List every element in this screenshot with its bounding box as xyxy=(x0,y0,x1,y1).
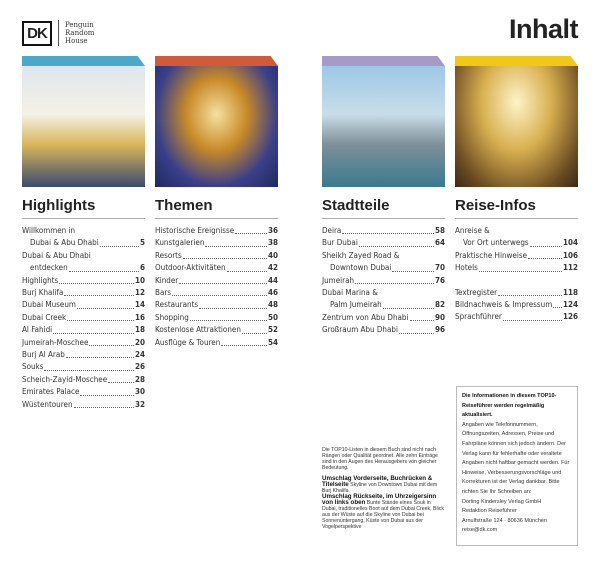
toc-page-number: 58 xyxy=(434,226,445,235)
toc-entry[interactable] xyxy=(22,225,145,250)
dot-leader xyxy=(479,262,562,271)
toc-entry-label: Historische Ereignisse xyxy=(155,226,235,235)
toc-entry-label: Textregister xyxy=(455,287,498,297)
update-info-box xyxy=(456,386,578,546)
toc-entry-label: Bildnachweis & Impressum xyxy=(455,300,553,310)
section-heading: Highlights xyxy=(22,197,145,219)
toc-page-number: 14 xyxy=(134,300,145,310)
toc-page-number: 28 xyxy=(134,374,145,384)
toc-entry[interactable] xyxy=(155,287,278,299)
toc-page-number: 46 xyxy=(267,288,278,298)
dot-leader xyxy=(235,225,267,234)
toc-entry-label: Kostenlose Attraktionen xyxy=(155,325,241,335)
toc-page-number: 90 xyxy=(434,312,445,322)
imprint-line: Random xyxy=(65,29,95,37)
section-reise xyxy=(455,56,578,324)
section-stadtteile xyxy=(322,56,445,337)
toc-entry-label: Sheikh Zayed Road & xyxy=(322,250,400,260)
dot-leader xyxy=(100,237,139,246)
dot-leader xyxy=(199,299,267,308)
address-line: Dorling Kindersley Verlag GmbH xyxy=(462,498,542,505)
toc-entry[interactable] xyxy=(22,275,145,287)
toc-entry-label: Scheich-Zayid-Moschee xyxy=(22,374,108,384)
toc-entry-label: Praktische Hinweise xyxy=(455,250,528,260)
dot-leader xyxy=(190,312,267,321)
toc-page-number: 24 xyxy=(134,350,145,360)
toc-entry[interactable] xyxy=(155,312,278,324)
toc-entry-label: Burj Al Arab xyxy=(22,350,65,360)
toc-page-number: 18 xyxy=(134,325,145,335)
toc-entry[interactable] xyxy=(322,250,445,275)
toc-page-number: 124 xyxy=(562,300,578,310)
address-line: Redaktion Reiseführer xyxy=(462,508,517,515)
toc-entry[interactable] xyxy=(22,386,145,398)
toc-page-number: 76 xyxy=(434,275,445,285)
toc-entry-label: Sprachführer xyxy=(455,312,502,322)
toc-entry[interactable] xyxy=(455,250,578,262)
toc-page-number: 48 xyxy=(267,300,278,310)
toc-entry-label: Dubai & Abu Dhabi xyxy=(22,250,91,260)
dot-leader xyxy=(342,225,434,234)
dot-leader xyxy=(64,287,134,296)
toc-entry-label: Downtown Dubai xyxy=(330,263,392,273)
dot-leader xyxy=(205,237,267,246)
page-title: Inhalt xyxy=(509,14,578,44)
toc-entry[interactable] xyxy=(22,374,145,386)
email-link[interactable]: reise@dk.com xyxy=(462,527,498,534)
toc-entry-label: Shopping xyxy=(155,312,189,322)
toc-entry[interactable] xyxy=(155,299,278,311)
dk-logo: DK xyxy=(22,21,52,46)
spacer xyxy=(455,275,578,287)
toc-page-number: 30 xyxy=(134,387,145,397)
toc-entry-label: Burj Khalifa xyxy=(22,288,64,298)
dot-leader xyxy=(77,299,134,308)
toc-entry-label: Resorts xyxy=(155,250,182,260)
toc-entry[interactable] xyxy=(22,287,145,299)
toc-page-number: 36 xyxy=(267,226,278,235)
toc-page-number: 112 xyxy=(562,263,578,273)
dot-leader xyxy=(410,312,434,321)
section-color-tab xyxy=(22,56,145,66)
dot-leader xyxy=(67,312,134,321)
toc-entry[interactable] xyxy=(455,311,578,323)
toc-entry[interactable] xyxy=(22,399,145,411)
toc-entry-label: Dubai & Abu Dhabi xyxy=(30,238,99,248)
cover-back-text: Bunte Stände eines Souk in Dubai, traditionelles Boot auf dem Dubai Creek, Blick aus der Wüste auf die Skyline von Dubai bei Sonnenuntergang, Küste von Dubai aus der Vogelperspektive xyxy=(322,500,444,530)
dot-leader xyxy=(44,361,134,370)
dot-leader xyxy=(498,287,562,296)
toc-entry-label: Kinder xyxy=(155,275,179,285)
toc-page-number: 26 xyxy=(134,362,145,372)
toc-entry[interactable] xyxy=(155,337,278,349)
toc-page-number: 50 xyxy=(267,312,278,322)
toc-entry-label: Anreise & xyxy=(455,226,490,235)
section-color-tab xyxy=(322,56,445,66)
toc-entry-label: Wüstentouren xyxy=(22,399,73,409)
dot-leader xyxy=(383,299,434,308)
toc-entry[interactable] xyxy=(22,324,145,336)
cover-front-text: Skyline von Downtown Dubai mit dem Burj Khalifa xyxy=(322,482,438,494)
toc-page-number: 82 xyxy=(434,300,445,310)
toc-entry[interactable] xyxy=(155,225,278,237)
toc-entry[interactable] xyxy=(322,275,445,287)
toc-entry[interactable] xyxy=(322,287,445,312)
toc-page-number: 54 xyxy=(267,337,278,347)
section-highlights xyxy=(22,56,145,411)
toc-entry-label: Outdoor-Aktivitäten xyxy=(155,263,226,273)
section-photo xyxy=(322,66,445,187)
section-color-tab xyxy=(155,56,278,66)
infobox-body: Angaben wie Telefonnummern, Öffnungszeiten, Adressen, Preise und Fahrpläne können sich jedoch ändern. Der Verlag kann für fehlerhafte oder veraltete Angaben nicht haftbar gemacht werden. Für Hinweise, Verbesserungsvorschläge und Korrekturen ist der Verlag dankbar. Bitte richten Sie Ihr Schreiben an: xyxy=(462,421,570,495)
toc-entry[interactable] xyxy=(455,287,578,299)
toc-entry-label: Dubai Museum xyxy=(22,300,76,310)
section-photo xyxy=(155,66,278,187)
imprint-line: House xyxy=(65,37,88,45)
dot-leader xyxy=(221,337,267,346)
toc-entry[interactable] xyxy=(155,237,278,249)
toc-page-number: 106 xyxy=(562,250,578,260)
dot-leader xyxy=(59,275,134,284)
toc-page-number: 10 xyxy=(134,275,145,285)
toc-entry[interactable] xyxy=(322,324,445,336)
ranking-note: Die TOP10-Listen in diesem Buch sind nicht nach Rängen oder Qualität geordnet. Alle zehn Einträge sind in den Augen des Herausgebers von gleicher Bedeutung. xyxy=(322,447,438,471)
dot-leader xyxy=(80,386,134,395)
notes xyxy=(322,447,447,530)
cover-credits xyxy=(322,476,447,530)
dot-leader xyxy=(355,275,434,284)
toc-page-number: 64 xyxy=(434,238,445,248)
dot-leader xyxy=(227,262,267,271)
toc-entry[interactable] xyxy=(22,299,145,311)
toc-entry[interactable] xyxy=(22,361,145,373)
toc-entry-label: entdecken xyxy=(30,263,68,273)
section-heading: Stadtteile xyxy=(322,197,445,219)
toc-entry[interactable] xyxy=(455,262,578,274)
toc-page-number: 126 xyxy=(562,312,578,322)
toc-entry[interactable] xyxy=(22,337,145,349)
toc-page-number: 40 xyxy=(267,250,278,260)
section-photo xyxy=(455,66,578,187)
publisher-logo xyxy=(22,20,94,46)
dot-leader xyxy=(179,275,267,284)
dot-leader xyxy=(530,237,562,246)
toc-entry-label: Dubai Marina & xyxy=(322,288,378,298)
toc-entry-label: Restaurants xyxy=(155,300,199,310)
toc-entry[interactable] xyxy=(322,312,445,324)
toc-entry-label: Emirates Palace xyxy=(22,387,80,397)
toc-page-number: 44 xyxy=(267,275,278,285)
dot-leader xyxy=(503,311,562,320)
cover-front-label: Umschlag Vorderseite, Buchrücken & Titelseite xyxy=(322,475,433,488)
toc-page-number: 52 xyxy=(267,325,278,335)
toc-entry-label: Dubai Creek xyxy=(22,312,67,322)
dot-leader xyxy=(392,262,434,271)
dot-leader xyxy=(183,250,267,259)
dot-leader xyxy=(242,324,267,333)
toc-entry[interactable] xyxy=(455,299,578,311)
dot-leader xyxy=(172,287,267,296)
toc-page-number: 38 xyxy=(267,238,278,248)
toc-entry-label: Bur Dubai xyxy=(322,238,358,248)
dot-leader xyxy=(553,299,562,308)
toc-entry[interactable] xyxy=(22,250,145,275)
toc-page-number: 5 xyxy=(139,238,145,248)
toc-page-number: 96 xyxy=(434,325,445,335)
logo-divider xyxy=(58,20,59,46)
dot-leader xyxy=(89,337,134,346)
toc-page-number: 104 xyxy=(562,238,578,248)
dot-leader xyxy=(66,349,134,358)
toc-entry-label: Al Fahidi xyxy=(22,325,53,335)
toc-entry-label: Zentrum von Abu Dhabi xyxy=(322,312,409,322)
section-color-tab xyxy=(455,56,578,66)
section-heading: Reise-Infos xyxy=(455,197,578,219)
toc-entry[interactable] xyxy=(322,225,445,237)
dot-leader xyxy=(74,399,134,408)
toc-entry-label: Hotels xyxy=(455,263,478,273)
toc-entry-label: Jumeirah-Moschee xyxy=(22,337,89,347)
toc-page-number: 32 xyxy=(134,399,145,409)
toc-entry-label: Willkommen in xyxy=(22,226,76,235)
toc-page-number: 12 xyxy=(134,288,145,298)
toc-entry[interactable] xyxy=(22,312,145,324)
dot-leader xyxy=(528,250,562,259)
section-photo xyxy=(22,66,145,187)
infobox-heading: Die Informationen in diesem TOP10-Reiseführer werden regelmäßig aktualisiert. xyxy=(462,393,557,419)
dot-leader xyxy=(399,324,434,333)
dot-leader xyxy=(359,237,434,246)
address-line: Arnulfstraße 124 · 80636 München xyxy=(462,517,547,524)
toc-page-number: 6 xyxy=(139,263,145,273)
toc-entry-label: Souks xyxy=(22,362,44,372)
toc-page-number: 42 xyxy=(267,263,278,273)
toc-entry-label: Kunstgalerien xyxy=(155,238,205,248)
toc-entry-label: Großraum Abu Dhabi xyxy=(322,325,398,335)
toc-page-number: 20 xyxy=(134,337,145,347)
toc-entry-label: Bars xyxy=(155,288,172,298)
toc-page-number: 118 xyxy=(562,287,578,297)
section-themen xyxy=(155,56,278,349)
toc-page-number: 16 xyxy=(134,312,145,322)
toc-entry-label: Highlights xyxy=(22,275,59,285)
toc-entry[interactable] xyxy=(155,250,278,262)
toc-entry[interactable] xyxy=(22,349,145,361)
toc-entry[interactable] xyxy=(155,275,278,287)
section-heading: Themen xyxy=(155,197,278,219)
toc-entry-label: Vor Ort unterwegs xyxy=(463,238,529,248)
imprint-line: Penguin xyxy=(65,21,94,29)
dot-leader xyxy=(53,324,134,333)
toc-entry-label: Jumeirah xyxy=(322,275,355,285)
cover-back-label: Umschlag Rückseite, im Uhrzeigersinn von links oben xyxy=(322,493,437,506)
toc-entry[interactable] xyxy=(155,324,278,336)
toc-entry[interactable] xyxy=(455,225,578,250)
toc-entry[interactable] xyxy=(155,262,278,274)
imprint-name xyxy=(65,21,94,45)
dot-leader xyxy=(69,262,139,271)
dot-leader xyxy=(108,374,134,383)
toc-entry[interactable] xyxy=(322,237,445,249)
toc-entry-label: Deira xyxy=(322,226,342,235)
toc-entry-label: Palm Jumeirah xyxy=(330,300,382,310)
toc-entry-label: Ausflüge & Touren xyxy=(155,337,221,347)
toc-page-number: 70 xyxy=(434,263,445,273)
